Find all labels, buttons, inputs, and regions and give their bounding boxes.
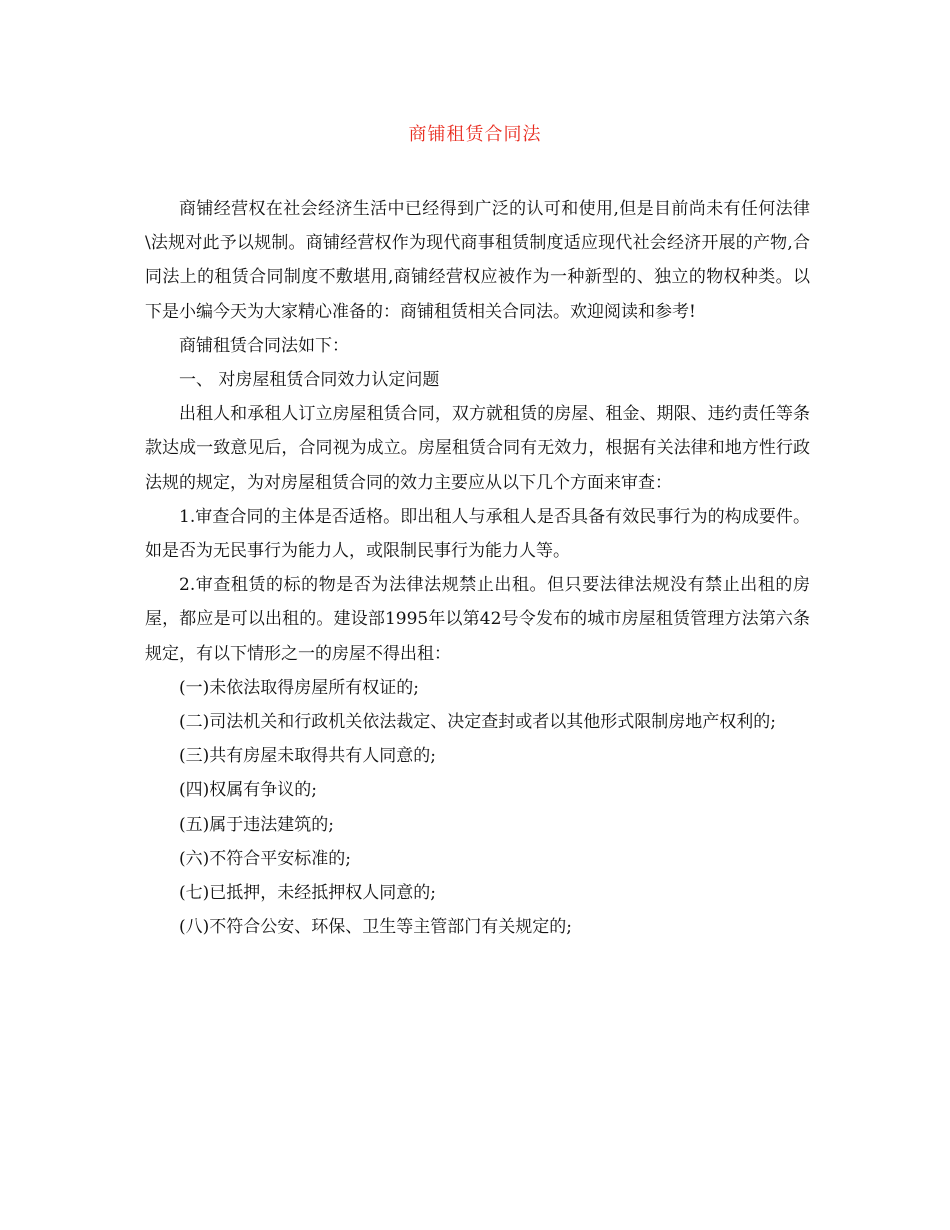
list-item-8: (八)不符合公安、环保、卫生等主管部门有关规定的; (179, 917, 572, 938)
list-item-7: (七)已抵押，未经抵押权人同意的; (179, 883, 436, 904)
list-item-2: (二)司法机关和行政机关依法裁定、决定查封或者以其他形式限制房地产权利的; (179, 712, 776, 733)
paragraph-contract-validity: 出租人和承租人订立房屋租赁合同，双方就租赁的房屋、租金、期限、违约责任等条款达成一致意见后，合同视为成立。房屋租赁合同有无效力，根据有关法律和地方性行政法规的规定，为对房屋租赁合同的效力主要应从以下几个方面来审查： (145, 404, 810, 493)
paragraph-item-1: 1.审查合同的主体是否适格。即出租人与承租人是否具备有效民事行为的构成要件。如是否为无民事行为能力人，或限制民事行为能力人等。 (145, 506, 810, 562)
list-item-4: (四)权属有争议的; (179, 780, 317, 801)
document-title: 商铺租赁合同法 (408, 124, 542, 145)
paragraph-lead: 商铺租赁合同法如下： (179, 335, 349, 356)
list-item-6: (六)不符合平安标准的; (179, 848, 351, 869)
section-heading-1: 一、 对房屋租赁合同效力认定问题 (179, 370, 440, 391)
list-item-5: (五)属于违法建筑的; (179, 814, 334, 835)
paragraph-item-2: 2.审查租赁的标的物是否为法律法规禁止出租。但只要法律法规没有禁止出租的房屋，都应是可以出租的。建设部1995年以第42号令发布的城市房屋租赁管理方法第六条规定，有以下情形之一的房屋不得出租： (145, 575, 810, 664)
document-body (145, 192, 810, 944)
paragraph-intro: 商铺经营权在社会经济生活中已经得到广泛的认可和使用,但是目前尚未有任何法律\法规对此予以规制。商铺经营权作为现代商事租赁制度适应现代社会经济开展的产物,合同法上的租赁合同制度不敷堪用,商铺经营权应被作为一种新型的、独立的物权种类。以下是小编今天为大家精心准备的：商铺租赁相关合同法。欢迎阅读和参考! (145, 199, 810, 322)
list-item-1: (一)未依法取得房屋所有权证的; (179, 677, 419, 698)
list-item-3: (三)共有房屋未取得共有人同意的; (179, 746, 436, 767)
